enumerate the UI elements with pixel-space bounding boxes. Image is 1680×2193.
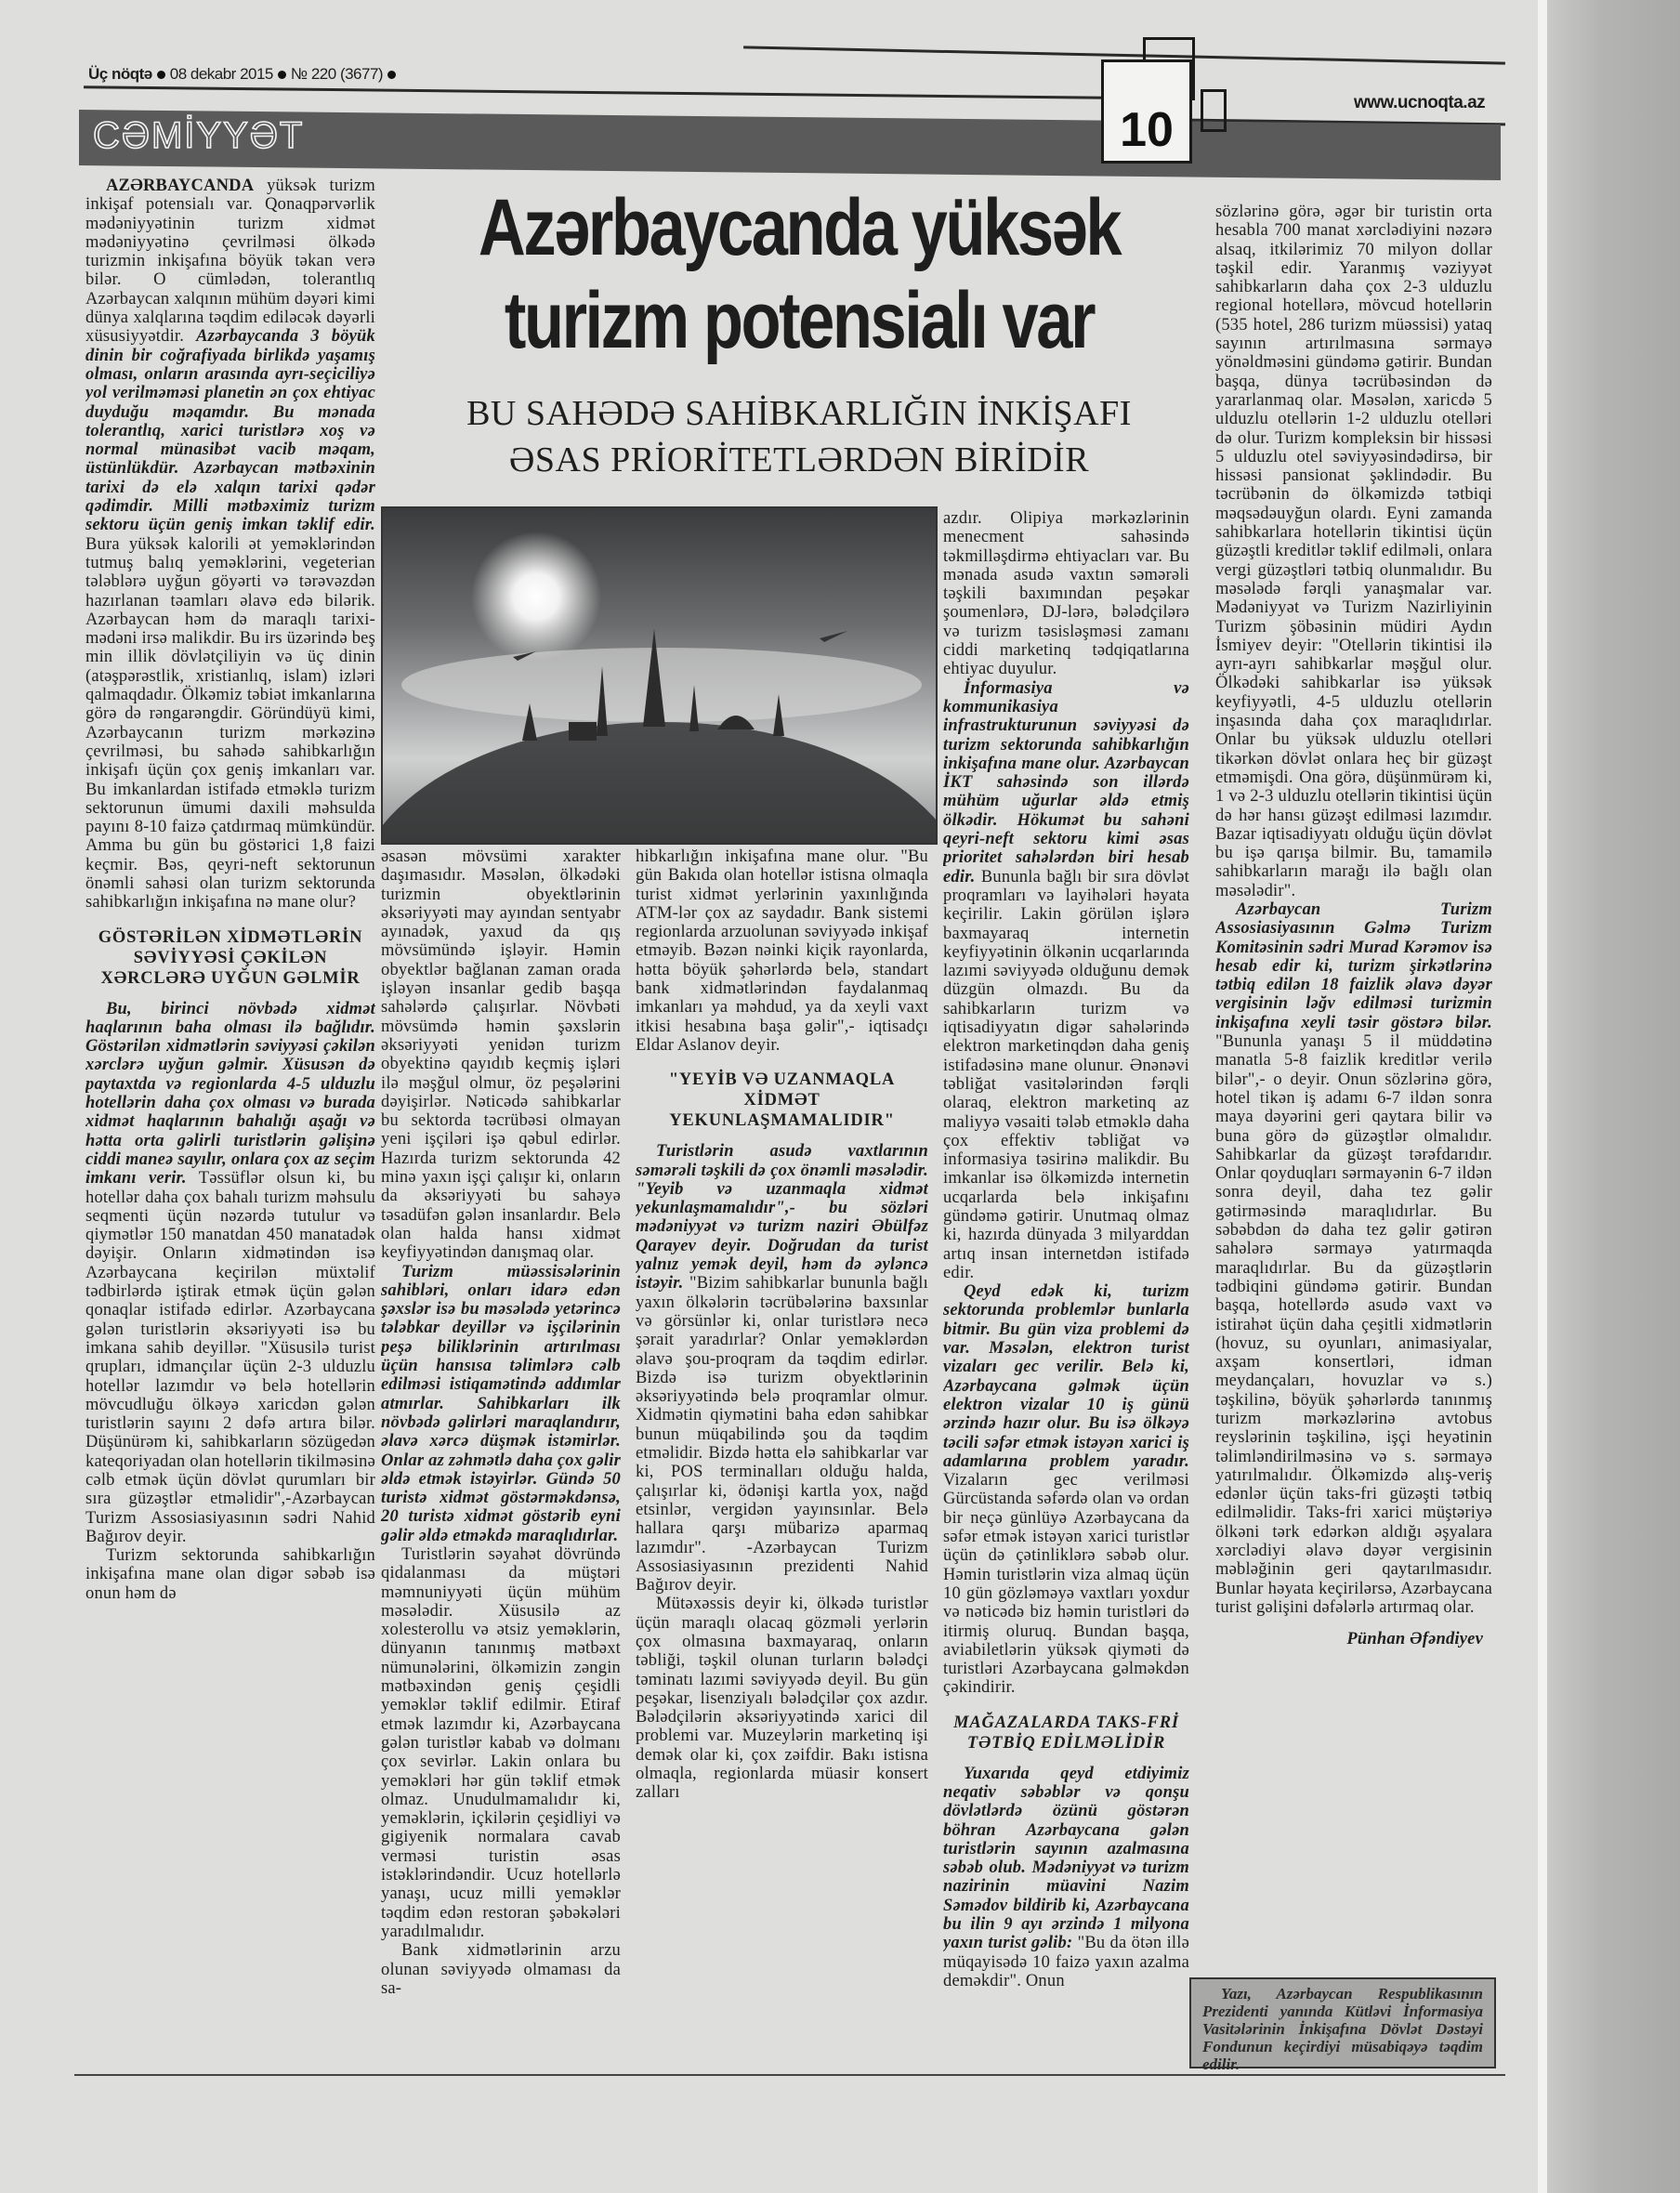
article-headline [464,181,1135,367]
issue-number: № 220 (3677) [290,65,384,83]
article-paragraph [636,847,928,1055]
article-paragraph [636,1595,928,1802]
article-column-4 [943,509,1189,2067]
headline-line: turizm potensialı var [504,276,1095,365]
contest-note-box: Yazı, Azərbaycan Respublikasının Prezidenti yanında Kütləvi İnformasiya Vasitələrinin İnkişafına Dövlət Dəstəyi Fondunun keçirdiyi müsabiqəyə təqdim edilir. [1189,1977,1496,2068]
body-text: Bununla bağlı bir sıra dövlət proqramları və layihələri həyata keçirilir. Lakin görülən işlərə baxmayaraq internetin keyfiyyətinin ölkənin ucqarlarında lazımi səviyyədə olduğunu demək düzgün olmazdı. Bu da sahibkarların turizm və iqtisadiyyatın digər sahələrində elektron marketinqdən daha geniş istifadəsinə mane olunur. Ənənəvi təbliğat vasitələrindən fərqli olaraq, elektron marketinq az maliyyə vəsaiti tələb etməklə daha çox effektiv təbliğat və informasiya təsirinə malikdir. Bu imkanlar isə ölkəmizdə internetin ucqarlarda belə inkişafını gündəmə gətirir. Unutmaq olmaz ki, hazırda dünyada 3 milyarddan artıq insan internetdən istifadə edir. [943,867,1189,1282]
headline-line: Azərbaycanda yüksək [478,183,1121,272]
body-text: AZƏRBAYCANDA [106,177,255,195]
emphasis-text: Yuxarıda qeyd etdiyimiz neqativ səbəblər və qonşu dövlətlərdə özünü göstərən böhran Azərbaycana gələn turistlərin sayının azalmasına səbəb olub. Mədəniyyət və turizm nazirinin müavini Nazim Səmədov bildirib ki, Azərbaycana bu ilin 9 ayı ərzində 1 milyona yaxın turist gəlib: [943,1764,1189,1953]
globe-landmarks-image [383,508,936,843]
body-text: Pünhan Əfəndiyev [1346,1630,1483,1649]
body-text: azdır. Olipiya mərkəzlərinin menecment sahəsində təkmilləşdirmə ehtiyacları var. Bu mənada asudə vaxtın səmərəli təşkili baxımından peşəkar şoumenlərə, DJ-lərə, bələdçilərə və turizm təsisləşməsi zamanı ciddi marketinq tədqiqatlarına ehtiyac duyulur. [943,509,1189,679]
section-subheading [943,1713,1189,1753]
article-column-3 [636,847,928,2067]
body-text: sözlərinə görə, əgər bir turistin orta hesabla 700 manat xərclədiyini nəzərə alsaq, itkilərimiz 70 milyon dollar təşkil edir. Yaranmış vəziyyət sahibkarların daha çox 2-3 ulduzlu regional hotellərə, mövcud hotellərin (535 hotel, 286 turizm müəssisi) yataq sayının artırılmasına sərmayə yönəldməsini gündəmə gətirir. Bundan başqa, dünya təcrübəsindən də yararlanmaq olar. Məsələn, xaricdə 5 ulduzlu otellərin 1-2 ulduzlu otelləri də olur. Turizm kompleksin bir hissəsi 5 ulduzlu otel səviyyəsindədirsə, bir hissəsi pansionat şəklindədir. Bu təcrübənin də ölkəmizdə tətbiqi məqsədəuyğun olardı. Eyni zamanda sahibkarlara hotellərin tikintisi üçün güzəştli kreditlər təklif edilməli, onlara vergi güzəştləri tətbiq olunmalıdır. Bu məsələdə fərqli yanaşmalar var. Mədəniyyət və Turizm Nazirliyinin Turizm şöbəsinin müdiri Aydın İsmiyev deyir: "Otellərin tikintisi ilə ayrı-ayrı sahibkarlar məşğul olur. Ölkədəki sahibkarlar isə yüksək keyfiyyətli, 4-5 ulduzlu otellərin inşasında daha çox maraqlıdırlar. Onlar bu yüksək ulduzlu otelləri tikərkən dövlət onlara heç bir güzəşt etməmişdi. Ona görə, düşünmürəm ki, 1 və 2-3 ulduzlu otellərin tikintisi üçün də hər hansı güzəşt edilməsi lazımdır. Bazar iqtisadiyyatı olduğu üçün dövlət bu işə qarışa bilmir. Bu, tamamilə sahibkarların marağı ilə bağlı olan məsələdir". [1215,203,1492,900]
body-text: GÖSTƏRİLƏN XİDMƏTLƏRİN SƏVİYYƏSİ ÇƏKİLƏN XƏRCLƏRƏ UYĞUN GƏLMİR [98,927,363,988]
body-text: "Bununla yanaşı 5 il müddətinə manatla 5-8 faizlik kreditlər verilə bilər",- o deyir. Onun sözlərinə görə, hotel tikən iş adamı 6-7 ildən sonra maya dəyərini geri qaytara bilir və buna görə də güzəştlər olmalıdır. Sahibkarlar da güzəşt tərəfdarıdır. Onlar qoyduqları sərmayənin 6-7 ildən sonra deyil, daha tez gəlir gətirməsində maraqlıdırlar. Bu səbəbdən də daha tez gəlir gətirən sahələrə sərmayə yatırmaqda maraqlıdırlar. Bu da güzəştlərin tədbiqini gündəmə gətirir. Bundan başqa, hotellərdə asudə vaxt və istirahət üçün daha çeşitli xidmətlərin (hovuz, su oyunları, animasiyalar, axşam konsertləri, idman meydançaları, hovuzlar və s.) təşkilinə, böyük şəhərlərdə tanınmış turizm mərkəzlərinə avtobus reyslərinin təşkilinə, işçi heyətinin təlimləndirilməsinə və s. sərmayə yatırılmalıdır. Ölkəmizdə alış-veriş edənlər üçün taks-fri güzəşti tətbiq edilməlidir. Taks-fri xarici müştəriyə ölkəni tərk edərkən aldığı əşyalara xərclədiyi əlavə dəyər vergisinin məbləğinin geri qaytarılmasıdır. Bunlar həyata keçirilərsə, Azərbaycana turist gəlişini dəfələrlə artırmaq olar. [1215,1032,1492,1617]
article-paragraph [1215,203,1492,900]
body-text: hibkarlığın inkişafına mane olur. "Bu gün Bakıda olan hotellər istisna olmaqla turist xidmət yerlərinin yaxınlığında ATM-lər çox az saydadır. Bank sistemi regionlarda arzuolunan səviyyədə inkişaf etməyib. Bəzən nəinki kiçik rayonlarda, hətta böyük şəhərlərdə belə, standart bank xidmətlərindən faydalanmaq imkanları ya məhdud, ya da xeyli vaxt itkisi hesabına başa gəlir",- iqtisadçı Eldar Aslanov deyir. [636,847,928,1055]
paper-edge-highlight [1538,0,1547,2193]
logo-square-icon [1201,89,1227,132]
issue-date: 08 dekabr 2015 [169,65,273,83]
section-subheading [85,927,375,989]
body-text: Mütəxəssis deyir ki, ölkədə turistlər üçün maraqlı olacaq gözməli yerlərin çox olmasına baxmayaraq, onların təbliği, təşkil olunan turların bələdçi təminatı lazımi səviyyədə deyil. Bu gün peşəkar, lisenziyalı bələdçilər çox azdır. Bələdçilərin əksəriyyətində xarici dil problemi var. Muzeylərin marketinq işi demək olar ki, çox zəifdir. Bakı istisna olmaqla, regionlarda müasir konsert zalları [636,1595,928,1803]
bottom-rule [74,2074,1505,2076]
article-paragraph [381,847,621,1263]
article-paragraph [943,1282,1189,1698]
article-paragraph [1215,900,1492,1617]
subheadline-line: ƏSAS PRİORİTETLƏRDƏN BİRİDİR [508,440,1090,479]
emphasis-text: Azərbaycanda 3 böyük dinin bir coğrafiyada birlikdə yaşamış olması, onların arasında ayrı-seçiciliyə yol verilməməsi planetin ən çox ehtiyac duyduğu məqamdır. Bu mənada tolerantlıq, xarici turistlərə xoş və normal münasibət vacib məqam, üstünlükdür. Azərbaycan mətbəxinin tarixi də elə xalqın tarixi qədər qədimdir. Milli mətbəximiz turizm sektoru üçün geniş imkan təklif edir. [85,327,375,535]
body-text: yüksək turizm inkişaf potensialı var. Qonaqpərvərlik mədəniyyətinin turizm xidmət mədəniyyətinə çevrilməsi ölkədə turizmin inkişafına böyük təkan verə bilər. O cümlədən, tolerantlıq Azərbaycan xalqının mühüm dəyəri kimi dünya xalqlarına təqdim ediləcək dəyərli xüsusiyyətdir. [85,177,375,347]
body-text: əsasən mövsümi xarakter daşımasıdır. Məsələn, ölkədəki turizmin obyektlərinin əksəriyyəti may ayından sentyabr ayınadək, yaxud da qış mövsümündə işləyir. Həmin obyektlər bağlanan zaman orada işləyən insanlar gedib başqa sahələrdə çalışırlar. Növbəti mövsümdə həmin şəxslərin əksəriyyəti yenidən turizm obyektinə qayıdıb keçmiş işləri ilə məşğul olmur, öz peşələrini dəyişirlər. Nəticədə sahibkarlar bu sektorda təcrübəsi olmayan yeni işçiləri işə qəbul edirlər. Hazırda turizm sektorunda 42 minə yaxın işçi çalışır ki, onların da əksəriyyəti bu sahəyə təsadüfən gələn insanlardır. Belə olan halda hansı xidmət keyfiyyətindən danışmaq olar. [381,847,621,1263]
article-column-5 [1215,203,1492,1973]
article-paragraph [381,1263,621,1545]
body-text: "YEYİB VƏ UZANMAQLA XİDMƏT YEKUNLAŞMAMALIDIR" [668,1070,896,1131]
body-text: Vizaların gec verilməsi Gürcüstanda səfərdə olan və ordan bir neçə günlüyə Azərbaycana da səfər etmək istəyən xarici turistlər üçün də çətinliklərə səbəb olur. Həmin turistlərin viza almaq üçün 10 gün gözləməyə vaxtları yoxdur və nəticədə biz həmin turistləri də itirmiş oluruq. Bundan başqa, aviabiletlərin yüksək qiyməti də turistləri Azərbaycana gəlməkdən çəkindirir. [943,1471,1189,1698]
body-text: Təssüflər olsun ki, bu hotellər daha çox bahalı turizm məhsulu seqmenti üçün nəzərdə tutulur və qiymətlər 150 manatdan 450 manatadək dəyişir. Onların xidmətindən isə Azərbaycana keçirilən müxtəlif tədbirlərdə iştirak etmək üçün gələn qonaqlar istifadə edirlər. Azərbaycana gələn turistlərin əksəriyyəti isə bu imkana sahib deyillər. "Xüsusilə turist qrupları, idmançılar üçün 2-3 ulduzlu hotellər lazımdır və belə hotellərin mövcudluğu ölkəyə xaricdən gələn turistlərin sayını 2 dəfə artıra bilər. Düşünürəm ki, sahibkarların sözügedən kateqoriyadan olan hotellərin tikilməsinə cəlb etmək üçün dövlət qurumları bir sıra güzəştlər etməlidir",-Azərbaycan Turizm Assosiasiyasının sədri Nahid Bağırov deyir. [85,1169,375,1546]
paper-edge [1547,0,1680,2193]
article-paragraph [381,1941,621,1998]
article-paragraph [381,1545,621,1941]
masthead-rule [84,85,1106,99]
subheadline-line: BU SAHƏDƏ SAHİBKARLIĞIN İNKİŞAFI [466,394,1132,433]
emphasis-text: Turistlərin asudə vaxtlarının səmərəli təşkili də çox önəmli məsələdir. "Yeyib və uzanmaqla xidmət yekunlaşmamalıdır",- bu sözləri mədəniyyət və turizm naziri Əbülfəz Qarayev deyir. Doğrudan da turist yalnız yemək deyil, həm də əyləncə istəyir. [636,1142,928,1293]
article-paragraph [943,679,1189,1283]
article-paragraph [85,1546,375,1603]
body-text: Bura yüksək kalorili ət yeməklərindən tutmuş balıq yeməklərini, vegeterian tələblərə uyğun göyərti və tərəvəzdən hazırlanan təamları əlavə edə bilərik. Azərbaycan həm də maraqlı tarixi-mədəni irsə malikdir. Bu irs üzərində beş min illik dövlətçiliyin və üç dinin (atəşpərəstlik, xristianlıq, islam) izləri qalmaqdadır. Ölkəmiz təbiət imkanlarına görə də rəngarəngdir. Göründüyü kimi, Azərbaycanın turizm mərkəzinə çevrilməsi, bu sahədə sahibkarlığın inkişafı üçün çox geniş imkanları var. Bu imkanlardan istifadə etməklə turizm sektorunun ümumi daxili məhsulda payını 8-10 faizə çatdırmaq mümkündür. Amma bu gün bu göstərici 1,8 faizi keçmir. Bəs, qeyri-neft sektorunun önəmli sahəsi olan turizm sektorunda sahibkarlığın inkişafına nə mane olur? [85,534,375,913]
section-label: CƏMİYYƏT [93,115,305,156]
bullet-icon [278,71,286,79]
bullet-icon [157,71,165,79]
body-text: Turizm sektorunda sahibkarlığın inkişafına mane olan digər səbəb isə onun həm də [85,1546,375,1603]
masthead [88,65,400,84]
paper-name: Üç nöqtə [88,65,152,83]
article-illustration [381,506,938,845]
article-column-2 [381,847,621,2067]
bullet-icon [387,71,396,79]
body-text: MAĞAZALARDA TAKS-FRİ TƏTBİQ EDİLMƏLİDİR [953,1713,1179,1753]
website-url: www.ucnoqta.az [1354,93,1486,112]
emphasis-text: Bu, birinci növbədə xidmət haqlarının baha olması ilə bağlıdır. Göstərilən xidmətlərin səviyyəsi çəkilən xərclərə uyğun gəlmir. Xüsusən də paytaxtda və regionlarda 4-5 ulduzlu hotellərin daha çox olması və burada xidmət haqlarının bahalığı aşağı və hətta orta gəlirli turistlərin gəlişinə ciddi maneə sayılır, onlara çox az seçim imkanı verir. [85,999,375,1188]
article-paragraph [85,177,375,913]
body-text: "Bu da ötən illə müqayisədə 10 faizə yaxın azalma deməkdir". Onun [943,1934,1189,1990]
body-text: "Bizim sahibkarlar bununla bağlı yaxın ölkələrin təcrübələrinə baxsınlar və görsünlər ki, onlar turistlərə necə şərait yaradırlar? Onlar yeməklərdən əlavə şou-proqram da təqdim edirlər. Bizdə isə turizm obyektlərinin əksəriyyətində belə proqramlar olmur. Xidmətin qiymətini baha edən sahibkar bunun müqabilində şou da təqdim etməlidir. Bizdə hətta elə sahibkarlar var ki, POS terminalları olduğu halda, çalışırlar ki, ödənişi kartla yox, nağd etsinlər, vergidən yayınsınlar. Belə hallara qarşı mübarizə aparmaq lazımdır". -Azərbaycan Turizm Assosiasiyasının prezidenti Nahid Bağırov deyir. [636,1274,928,1596]
section-subheading [636,1070,928,1131]
emphasis-text: İnformasiya və kommunikasiya infrastrukturunun səviyyəsi də turizm sektorunda sahibkarlığın inkişafına mane olur. Azərbaycan İKT sahəsində son illərdə mühüm uğurlar əldə etmiş ölkədir. Hökumət bu sahəni qeyri-neft sektoru kimi əsas prioritet sahələrdən biri hesab edir. [943,678,1189,886]
article-subheadline [390,390,1208,483]
article-paragraph [85,1000,375,1547]
body-text: Bank xidmətlərinin arzu olunan səviyyədə olmaması da sa- [381,1941,621,1998]
article-column-1 [85,177,375,2068]
emphasis-text: Qeyd edək ki, turizm sektorunda problemlər bunlarla bitmir. Bu gün viza problemi də var. Məsələn, elektron turist vizaları gec verilir. Belə ki, Azərbaycana gəlmək üçün elektron vizalar 10 iş günü ərzində hazır olur. Bu isə ölkəyə təcili səfər etmək istəyən xarici iş adamlarına problem yaradır. [943,1282,1189,1471]
article-paragraph [943,1765,1189,1991]
article-paragraph [636,1142,928,1595]
emphasis-text: Turizm müəssisələrinin sahibləri, onları idarə edən şəxslər isə bu məsələdə yetərincə tələbkar deyillər və işçilərinin peşə biliklərinin artırılması üçün hansısa təlimlərə cəlb edilməsi istiqamətində addımlar atmırlar. Sahibkarları ilk növbədə gəlirləri maraqlandırır, əlavə xərcə düşmək istəmirlər. Onlar az zəhmətlə daha çox gəlir əldə etmək istəyirlər. Gündə 50 turistə xidmət göstərməkdənsə, 20 turistə xidmət göstərib eyni gəlir əldə etməkdə maraqlıdırlar. [381,1262,621,1545]
page-number: 10 [1120,103,1174,157]
body-text: Turistlərin səyahət dövründə qidalanması da müştəri məmnuniyyəti üçün mühüm məsələdir. Xüsusilə az xolesterollu və ətsiz yeməklərin, dünyanın tanınmış mətbəxt nümunələrini, ölkəmizin zəngin mətbəxindən geniş çeşidli yeməklər təklif edilmir. Etiraf etmək lazımdır ki, Azərbaycana gələn turistlər kabab və dolmanı çox sevirlər. Lakin onlara bu yeməkləri hər gün təklif etmək olmaz. Unudulmamalıdır ki, yeməklərin, içkilərin çeşidliyi və gigiyenik normalara cavab verməsi turistin əsas istəklərindəndir. Ucuz hotellərlə yanaşı, ucuz milli yeməklər təqdim edən restoran şəbəkələri yaradılmalıdır. [381,1544,621,1941]
author-signature [1215,1630,1483,1648]
emphasis-text: Azərbaycan Turizm Assosiasiyasının Gəlmə Turizm Komitəsinin sədri Murad Kərəmov isə hesab edir ki, turizm şirkətlərinə tətbiq edilən 18 faizlik əlavə dəyər vergisinin ləğv edilməsi turizmin inkişafına xeyli təsir göstərə bilər. [1215,900,1492,1032]
article-paragraph [943,509,1189,679]
